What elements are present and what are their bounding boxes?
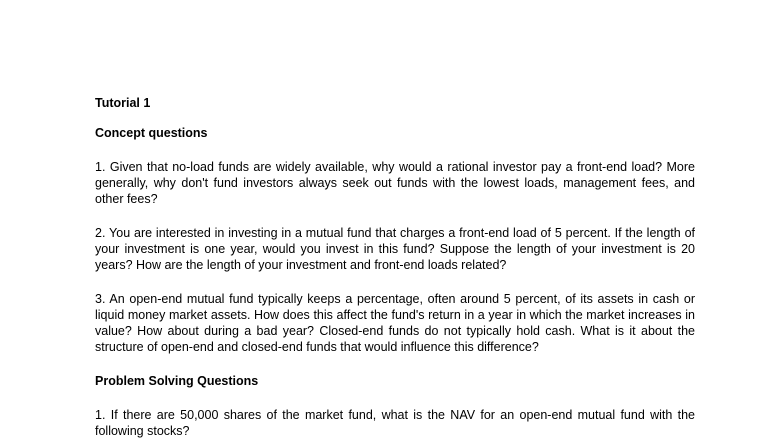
concept-question-1: 1. Given that no-load funds are widely available, why would a rational investor pay a front-end load? More generally, why don't fund investors always seek out funds with the lowest loads, management fees, and other fees? [95,160,695,206]
document-title: Tutorial 1 [95,96,151,110]
concept-questions-heading: Concept questions [95,126,208,140]
problem-question-1: 1. If there are 50,000 shares of the market fund, what is the NAV for an open-end mutual fund with the following stocks? [95,408,695,438]
problem-solving-heading: Problem Solving Questions [95,374,259,388]
concept-question-3: 3. An open-end mutual fund typically keeps a percentage, often around 5 percent, of its assets in cash or liquid money market assets. How does this affect the fund's return in a year in which the market increases in value? How about during a bad year? Closed-end funds do not typically hold cash. What is it about the structure of open-end and closed-end funds that would influence this difference? [95,292,695,354]
concept-question-2: 2. You are interested in investing in a mutual fund that charges a front-end load of 5 percent. If the length of your investment is one year, would you invest in this fund? Suppose the length of your investment is 20 years? How are the length of your investment and front-end loads related? [95,226,695,272]
document-page [95,95,695,439]
